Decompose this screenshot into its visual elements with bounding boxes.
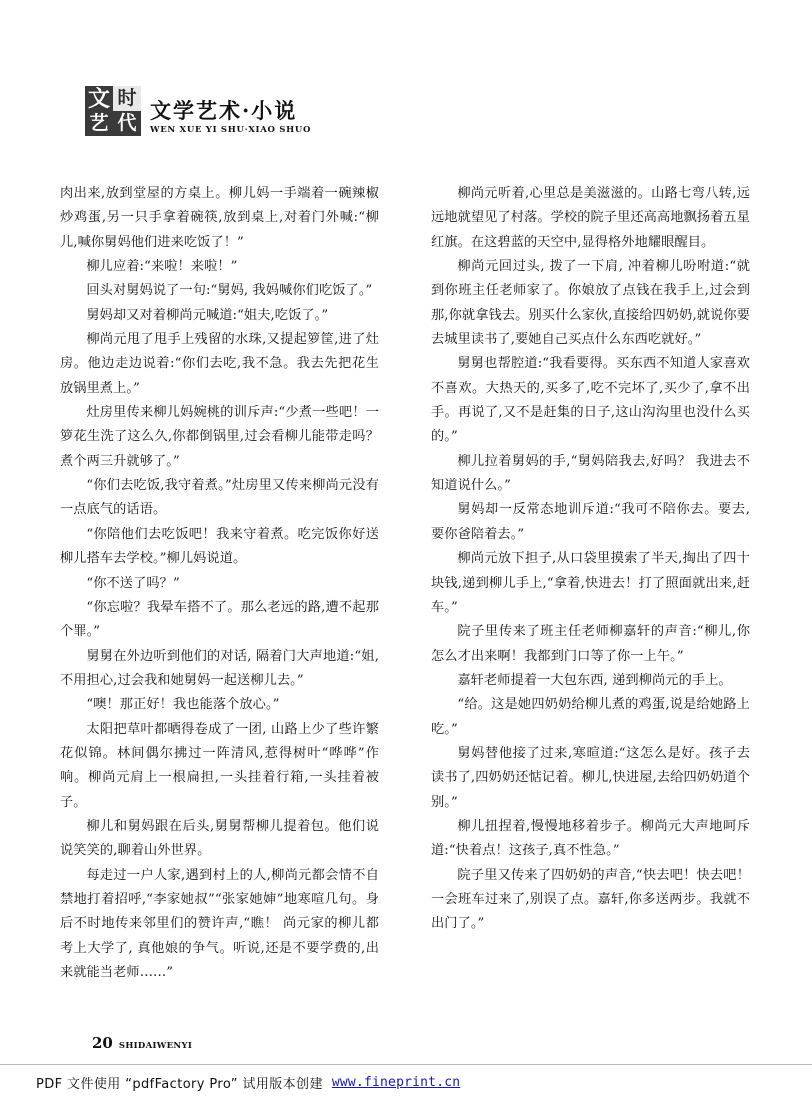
- paragraph: 柳尚元听着,心里总是美滋滋的。山路七弯八转,远远地就望见了村落。学校的院子里还高高地飘扬着五星红旗。在这碧蓝的天空中,显得格外地耀眼醒目。: [431, 186, 750, 250]
- logo-cell-wen: 文: [87, 85, 110, 112]
- paragraph: 灶房里传来柳儿妈婉桃的训斥声:“少煮一些吧！一箩花生洗了这么久,你都倒锅里,过会看柳儿能带走吗？煮个两三升就够了。”: [60, 405, 379, 469]
- paragraph: 柳儿拉着舅妈的手,“舅妈陪我去,好吗？ 我进去不知道说什么。”: [431, 453, 750, 494]
- paragraph: 嘉轩老师提着一大包东西, 递到柳尚元的手上。: [457, 672, 732, 688]
- paragraph: 肉出来,放到堂屋的方桌上。柳儿妈一手端着一碗辣椒炒鸡蛋,另一只手拿着碗筷,放到桌上,对着门外喊:“柳儿,喊你舅妈他们进来吃饭了！”: [60, 186, 379, 250]
- paragraph: “你陪他们去吃饭吧！我来守着煮。吃完饭你好送柳儿搭车去学校。”柳儿妈说道。: [60, 526, 379, 567]
- fineprint-link[interactable]: www.fineprint.cn: [331, 1075, 461, 1090]
- pdf-watermark-text: PDF 文件使用 “pdfFactory Pro” 试用版本创建: [36, 1077, 323, 1092]
- paragraph: 舅妈却又对着柳尚元喊道:“姐夫,吃饭了。”: [86, 307, 329, 323]
- paragraph: 回头对舅妈说了一句:“舅妈, 我妈喊你们吃饭了。”: [86, 283, 373, 299]
- page-number: 20: [92, 1034, 113, 1052]
- article-body: [60, 182, 750, 1027]
- paragraph: 院子里传来了班主任老师柳嘉轩的声音:“柳儿,你怎么才出来啊！我都到门口等了你一上午。”: [431, 624, 750, 664]
- logo-cell-shi: 时: [113, 86, 141, 111]
- masthead-titles: [150, 99, 311, 136]
- paragraph: 院子里又传来了四奶奶的声音,“快去吧！快去吧！一会班车过来了,别误了点。嘉轩,你多送两步。我就不出门了。”: [431, 867, 750, 932]
- logo-cell-yi: 艺: [89, 112, 109, 134]
- paragraph: 柳尚元甩了甩手上残留的水珠,又提起箩筐,进了灶房。他边走边说着:“你们去吃,我不急。我去先把花生放锅里煮上。”: [60, 332, 379, 396]
- article-column-left: [60, 182, 379, 1027]
- paragraph: 舅妈替他接了过来,寒暄道:“这怎么是好。孩子去读书了,四奶奶还惦记着。柳儿,快进屋,去给四奶奶道个别。”: [431, 745, 750, 810]
- paragraph: 舅舅也帮腔道:“我看要得。买东西不知道人家喜欢不喜欢。大热天的,买多了,吃不完坏了,买少了,拿不出手。再说了,又不是赶集的日子,这山沟沟里也没什么买的。”: [431, 356, 750, 445]
- paragraph: “你们去吃饭,我守着煮。”灶房里又传来柳尚元没有一点底气的话语。: [60, 478, 379, 518]
- section-title: 文学艺术·小说: [150, 97, 298, 123]
- paragraph: 每走过一户人家,遇到村上的人,柳尚元都会情不自禁地打着招呼,“李家她叔”“张家她婶”地寒喧几句。身后不时地传来邻里们的赞许声,“瞧！ 尚元家的柳儿都考上大学了, 真他娘的争气。听说,还是不要学费的,出来就能当老师……”: [60, 867, 379, 980]
- pdf-watermark-bar: [0, 1064, 812, 1100]
- paragraph: 柳儿应着:“来啦！来啦！”: [86, 259, 238, 275]
- section-title-pinyin: WEN XUE YI SHU·XIAO SHUO: [150, 125, 312, 135]
- article-column-right: [431, 182, 750, 1027]
- paragraph: 舅妈却一反常态地训斥道:“我可不陪你去。要去,要你爸陪着去。”: [431, 502, 750, 542]
- folio: [92, 1034, 192, 1052]
- paragraph: “你忘啦？我晕车搭不了。那么老远的路,遭不起那个罪。”: [60, 599, 379, 640]
- paragraph: 柳尚元放下担子,从口袋里摸索了半天,掏出了四十块钱,递到柳儿手上,“拿着,快进去！打了照面就出来,赶车。”: [431, 551, 750, 615]
- paragraph: “你不送了吗？”: [86, 575, 180, 591]
- paragraph: “给。这是她四奶奶给柳儿煮的鸡蛋,说是给她路上吃。”: [431, 697, 750, 737]
- running-head-label: SHIDAIWENYI: [118, 1041, 193, 1051]
- paragraph: 柳儿和舅妈跟在后头,舅舅帮柳儿提着包。他们说说笑笑的,聊着山外世界。: [60, 818, 379, 859]
- masthead: [85, 86, 311, 136]
- paragraph: 太阳把草叶都晒得卷成了一团, 山路上少了些许繁花似锦。林间偶尔拂过一阵清风,惹得树叶“哗哗”作响。柳尚元肩上一根扁担,一头挂着行箱,一头挂着被子。: [60, 721, 379, 810]
- paragraph: 柳尚元回过头, 拨了一下肩, 冲着柳儿吩咐道:“就到你班主任老师家了。你娘放了点钱在我手上,过会到那,你就拿钱去。别买什么家伙,直接给四奶奶,就说你要去城里读书了,要她自己买点什么东西吃就好。”: [431, 259, 750, 348]
- paragraph: 柳儿扭捏着,慢慢地移着步子。柳尚元大声地呵斥道:“快着点！这孩子,真不性急。”: [431, 818, 750, 859]
- paragraph: 舅舅在外边听到他们的对话, 隔着门大声地道:“姐,不用担心,过会我和她舅妈一起送柳儿去。”: [60, 648, 379, 688]
- logo-cell-dai: 代: [117, 112, 137, 134]
- magazine-logo-mark: [85, 86, 141, 136]
- paragraph: “噢！那正好！我也能落个放心。”: [86, 697, 280, 713]
